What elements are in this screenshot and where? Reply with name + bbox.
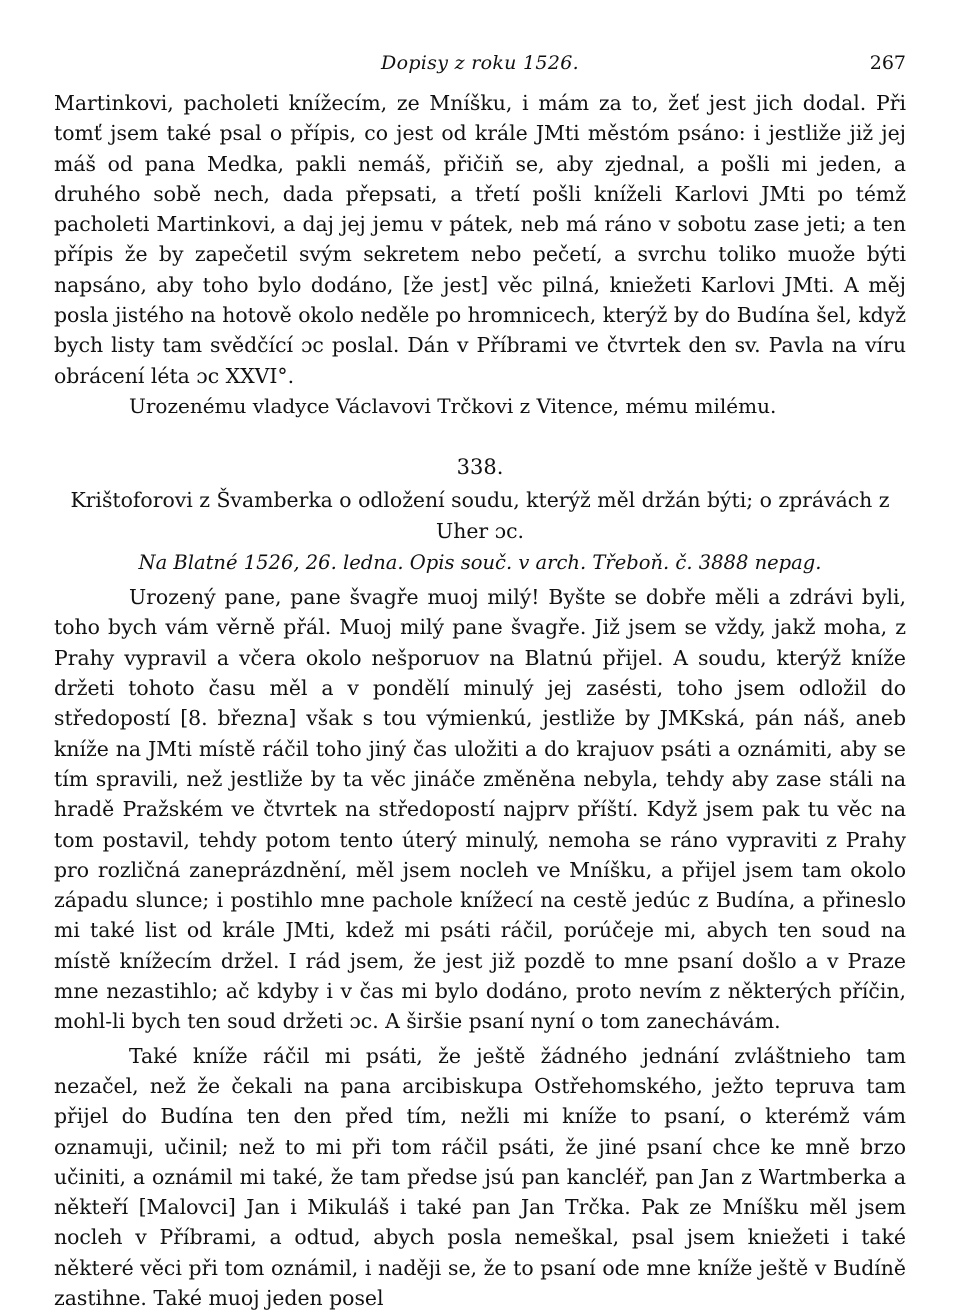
letter-address: Urozenému vladyce Václavovi Trčkovi z Vitence, mému milému. (129, 393, 777, 418)
document-body (54, 88, 906, 1313)
letter-summary: Krištoforovi z Švamberka o odložení soudu, kterýž měl držán býti; o zprávách z Uher ɔc. (70, 488, 890, 543)
page-number: 267 (869, 52, 906, 74)
letter-number: 338. (456, 455, 504, 480)
previous-letter-text: Martinkovi, pacholeti knížecím, ze Mníšku, i mám za to, žeť jest jich dodal. Při tomť jsem také psal o přípis, co jest od krále JMti městóm psáno: i jestliže již jej máš od pana Medka, pakli nemáš, přičiň se, aby zjednal, a pošli mi jeden, a druhého sobě nech, dada přepsati, a třetí pošli kníželi Karlovi JMti po témž pacholeti Martinkovi, a daj jej jemu v pátek, neb má ráno v sobotu zase jeti; a ten přípis že by zapečetil svým sekretem nebo pečetí, a svrchu toliko muože býti napsáno, aby toho bylo dodáno, [že jest] věc pilná, kniežeti Karlovi JMti. A měj posla jistého na hotově okolo neděle po hromnicech, kterýž by do Budína šel, když bych listy tam svědčící ɔc poslal. Dán v Příbrami ve čtvrtek den sv. Pavla na víru obrácení léta ɔc XXVI°. (54, 91, 906, 388)
running-head: Dopisy z roku 1526. (381, 52, 579, 74)
letter-paragraph: Také kníže ráčil mi psáti, že ještě žádného jednání zvláštnieho tam nezačel, než že čekali na pana arcibiskupa Ostřehomského, ježto tepruva tam přijel do Budína ten den před tím, nežli mi kníže to psaní, o kterémž vám oznamuji, učinil; než to mi při tom ráčil psáti, že jiné psaní chce ke mně brzo učiniti, a oznámil mi také, že tam předse jsú pan kancléř, pan Jan z Wartmberka a někteří [Malovci] Jan i Mikuláš i také pan Jan Trčka. Pak ze Mníšku měl jsem nocleh v Příbrami, a odtud, abych posla nemeškal, psal jsem kniežeti i také některé věci při tom oznámil, i naději se, že to psaní ode mne kníže ještě v Budíně zastihne. Také muoj jeden posel (54, 1043, 906, 1310)
page-header (54, 52, 906, 88)
letter-paragraph: Urozený pane, pane švagře muoj milý! Byšte se dobře měli a zdrávi byli, toho bych vám věrně přál. Muoj milý pane švagře. Již jsem se vždy, jakž moha, z Prahy vypravil a včera okolo nešporuov na Blatnú přijel. A soudu, kterýž kníže držeti tohoto času měl a v pondělí minulý jej zasésti, toho jsem odložil do středopostí [8. března] však s tou výmienkú, jestliže by JMKská, pán náš, aneb kníže na JMti místě ráčil toho jiný čas uložiti a do krajuov psáti a oznámiti, aby se tím spravili, než jestliže by ta věc jináče změněna nebyla, tehdy aby zase stáli na hradě Pražském ve čtvrtek na středopostí najprv příští. Když jsem pak tu věc na tom postavil, tehdy potom tento úterý minulý, nemoha se ráno vypraviti z Prahy pro rozličná zaneprázdnění, měl jsem nocleh ve Mníšku, a přijel jsem tam okolo západu slunce; i postihlo mne pachole knížecí na cestě jedúc z Budína, a přineslo mi také list od krále JMti, kdež mi psáti ráčil, porúčeje mi, abych ten soud na místě knížecím držel. I rád jsem, že jest již pozdě to mne psaní došlo a v Praze mne nezastihlo; ač kdyby i v čas mi bylo dodáno, proto nevím z některých příčin, mohl-li bych ten soud držeti ɔc. A širšie psaní nyní o tom zanechávám. (54, 585, 906, 1034)
document-page (54, 52, 906, 1313)
letter-source: Na Blatné 1526, 26. ledna. Opis souč. v arch. Třeboň. č. 3888 nepag. (138, 550, 822, 574)
